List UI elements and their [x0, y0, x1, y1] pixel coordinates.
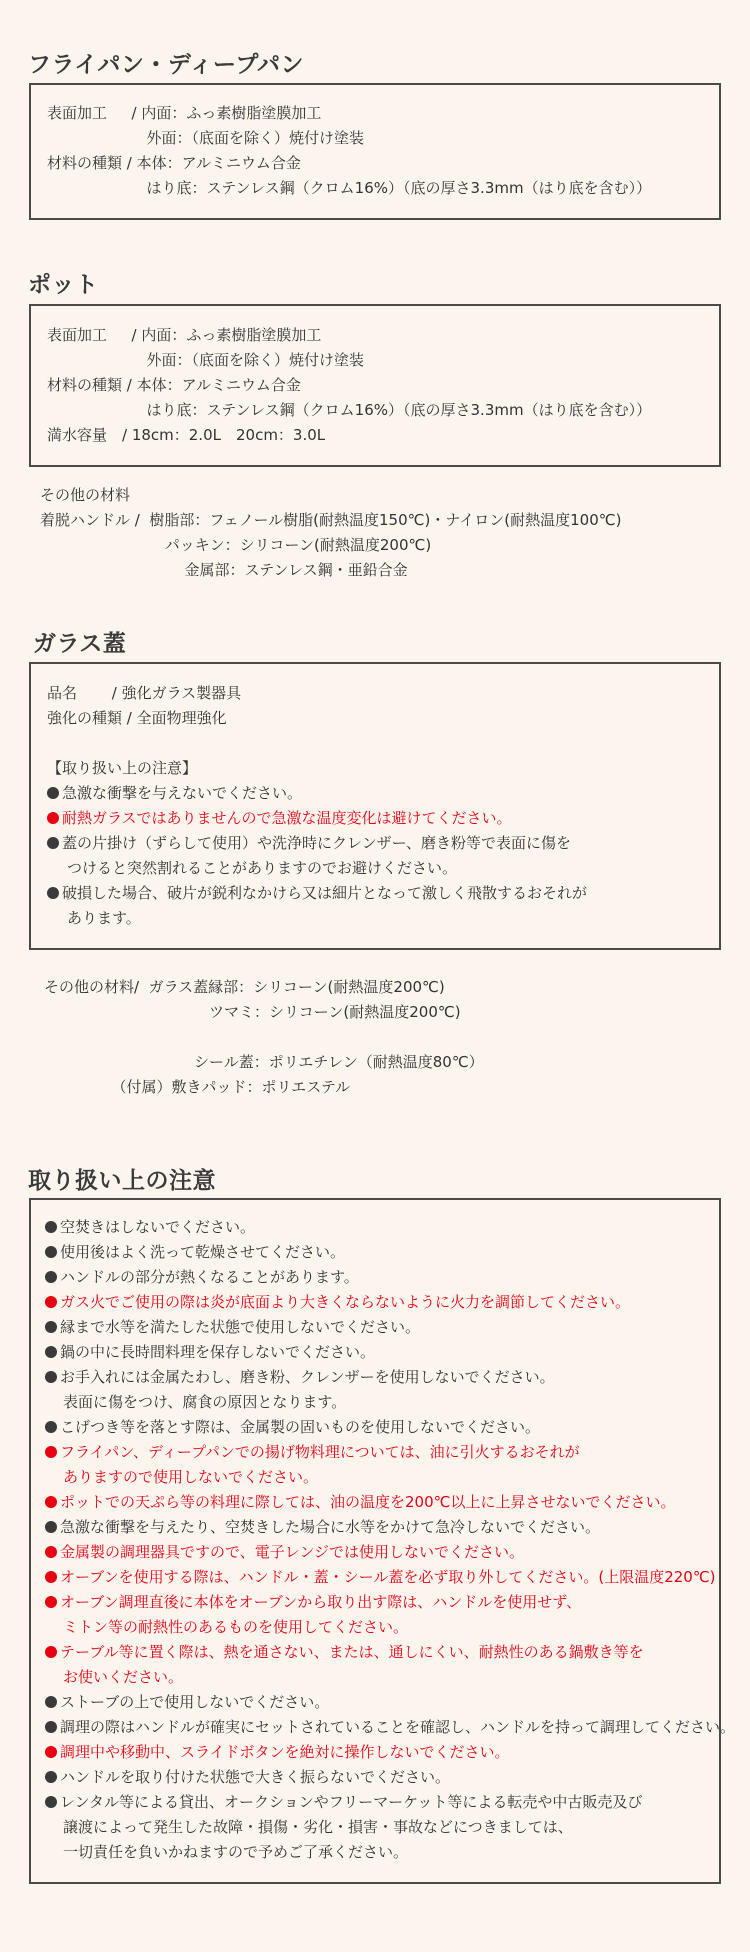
- note-item: [47, 781, 302, 806]
- care-item-text: ガス火でご使用の際は炎が底面より大きくならないように火力を調節してください。: [60, 1293, 631, 1311]
- care-item-continuation: お使いください。: [63, 1668, 184, 1686]
- note-continuation: あります。: [67, 909, 141, 927]
- glass-lid-spec-box: [29, 662, 721, 950]
- care-item-text: 金属製の調理器具ですので、電子レンジでは使用しないでください。: [60, 1543, 524, 1561]
- bullet-icon: [45, 1371, 57, 1383]
- care-item-warning: [45, 1490, 675, 1515]
- spec-line: 強化の種類 / 全面物理強化: [47, 709, 227, 727]
- care-item-warning: [45, 1565, 716, 1590]
- care-item: [45, 1265, 359, 1290]
- care-item-text: レンタル等による貸出、オークションやフリーマーケット等による転売や中古販売及び: [60, 1793, 643, 1811]
- care-item-continuation: 一切責任を負いかねますので予めご了承ください。: [63, 1843, 409, 1861]
- section-title-glass-lid: ガラス蓋: [33, 631, 127, 657]
- care-item-text: 調理中や移動中、スライドボタンを絶対に操作しないでください。: [60, 1743, 510, 1761]
- spec-line: 品名 / 強化ガラス製器具: [47, 684, 242, 702]
- care-item-continuation: 譲渡によって発生した故障・損傷・劣化・損害・事故などにつきましては、: [63, 1818, 573, 1836]
- care-item-continuation: ありますので使用しないでください。: [63, 1468, 319, 1486]
- bullet-icon: [47, 887, 59, 899]
- bullet-icon: [45, 1596, 57, 1608]
- note-text: 蓋の片掛け（ずらして使用）や洗浄時にクレンザー、磨き粉等で表面に傷を: [62, 834, 572, 852]
- care-item-text: オーブン調理直後に本体をオーブンから取り出す際は、ハンドルを使用せず、: [60, 1593, 582, 1611]
- bullet-icon: [45, 1321, 57, 1333]
- care-item-continuation: ミトン等の耐熱性のあるものを使用してください。: [63, 1618, 409, 1636]
- care-item-text: ポットでの天ぷら等の料理に際しては、油の温度を200℃以上に上昇させないでください。: [60, 1493, 676, 1511]
- bullet-icon: [45, 1771, 57, 1783]
- bullet-icon: [47, 812, 59, 824]
- care-item-text: 鍋の中に長時間料理を保存しないでください。: [60, 1343, 376, 1361]
- care-item-warning: [45, 1740, 510, 1765]
- bullet-icon: [45, 1746, 57, 1758]
- note-continuation: つけると突然割れることがありますのでお避けください。: [67, 859, 458, 877]
- care-item-warning: [45, 1290, 630, 1315]
- spec-line: 表面加工 / 内面：ふっ素樹脂塗膜加工: [47, 104, 322, 122]
- bullet-icon: [45, 1546, 57, 1558]
- care-item-warning: [45, 1540, 524, 1565]
- care-item: [45, 1340, 375, 1365]
- spec-line: はり底：ステンレス鋼（クロム16%）（底の厚さ3.3mm（はり底を含む））: [47, 401, 652, 419]
- care-item-continuation: 表面に傷をつけ、腐食の原因となります。: [63, 1393, 347, 1411]
- bullet-icon: [45, 1796, 57, 1808]
- care-item: [45, 1365, 555, 1390]
- care-item: [45, 1715, 735, 1740]
- bullet-icon: [47, 837, 59, 849]
- care-item: [45, 1215, 255, 1240]
- spec-line: はり底：ステンレス鋼（クロム16%）（底の厚さ3.3mm（はり底を含む））: [47, 179, 652, 197]
- care-notes-box: [29, 1198, 736, 1884]
- care-item: [45, 1690, 329, 1715]
- care-item-warning: [45, 1590, 581, 1615]
- note-item: [47, 831, 571, 856]
- care-item-text: 調理の際はハンドルが確実にセットされていることを確認し、ハンドルを持って調理してください。: [60, 1718, 736, 1736]
- frypan-spec-box: [29, 83, 721, 220]
- care-item-text: ストーブの上で使用しないでください。: [60, 1693, 330, 1711]
- note-item-warning: [47, 806, 512, 831]
- care-item: [45, 1240, 345, 1265]
- bullet-icon: [45, 1446, 57, 1458]
- spec-line: 材料の種類 / 本体：アルミニウム合金: [47, 376, 301, 394]
- bullet-icon: [45, 1221, 57, 1233]
- care-item: [45, 1790, 642, 1815]
- bullet-icon: [45, 1421, 57, 1433]
- spec-line: 外面：（底面を除く）焼付け塗装: [47, 129, 365, 147]
- care-item-text: 縁まで水等を満たした状態で使用しないでください。: [60, 1318, 421, 1336]
- glass-other-material-line: （付属）敷きパッド：ポリエステル: [44, 1078, 351, 1096]
- care-item: [45, 1315, 420, 1340]
- care-item-text: 空焚きはしないでください。: [60, 1218, 256, 1236]
- care-item-text: お手入れには金属たわし、磨き粉、クレンザーを使用しないでください。: [60, 1368, 555, 1386]
- note-text: 急激な衝撃を与えないでください。: [62, 784, 303, 802]
- pot-other-material-line: 金属部：ステンレス鋼・亜鉛合金: [40, 561, 408, 579]
- care-item-text: 急激な衝撃を与えたり、空焚きした場合に水等をかけて急冷しないでください。: [60, 1518, 601, 1536]
- bullet-icon: [45, 1521, 57, 1533]
- care-item-text: テーブル等に置く際は、熱を通さない、または、通しにくい、耐熱性のある鍋敷き等を: [60, 1643, 644, 1661]
- bullet-icon: [47, 787, 59, 799]
- care-item-text: 使用後はよく洗って乾燥させてください。: [60, 1243, 346, 1261]
- care-item-warning: [45, 1640, 644, 1665]
- pot-spec-box: [29, 304, 721, 467]
- section-title-pot: ポット: [28, 272, 99, 298]
- bullet-icon: [45, 1696, 57, 1708]
- bullet-icon: [45, 1296, 57, 1308]
- bullet-icon: [45, 1721, 57, 1733]
- spec-line: 材料の種類 / 本体：アルミニウム合金: [47, 154, 301, 172]
- section-title-frypan: フライパン・ディープパン: [28, 52, 305, 78]
- care-item-text: こげつき等を落とす際は、金属製の固いものを使用しないでください。: [60, 1418, 541, 1436]
- care-item-warning: [45, 1440, 580, 1465]
- notes-title: 【取り扱い上の注意】: [47, 759, 198, 777]
- pot-other-material-line: パッキン：シリコーン(耐熱温度200℃): [40, 536, 432, 554]
- pot-other-materials-title: その他の材料: [40, 486, 131, 504]
- care-item: [45, 1765, 450, 1790]
- glass-other-material-line: シール蓋：ポリエチレン（耐熱温度80℃）: [44, 1053, 484, 1071]
- note-text: 破損した場合、破片が鋭利なかけら又は細片となって激しく飛散するおそれが: [62, 884, 588, 902]
- bullet-icon: [45, 1571, 57, 1583]
- glass-other-material-line: その他の材料/ ガラス蓋縁部：シリコーン(耐熱温度200℃): [44, 978, 445, 996]
- care-item: [45, 1415, 540, 1440]
- note-text: 耐熱ガラスではありませんので急激な温度変化は避けてください。: [62, 809, 512, 827]
- care-item-text: フライパン、ディープパンでの揚げ物料理については、油に引火するおそれが: [60, 1443, 580, 1461]
- spec-line: 外面：（底面を除く）焼付け塗装: [47, 351, 365, 369]
- glass-other-material-line: ツマミ：シリコーン(耐熱温度200℃): [44, 1003, 461, 1021]
- spec-line: 表面加工 / 内面：ふっ素樹脂塗膜加工: [47, 326, 322, 344]
- care-item: [45, 1515, 600, 1540]
- bullet-icon: [45, 1346, 57, 1358]
- bullet-icon: [45, 1246, 57, 1258]
- section-title-care: 取り扱い上の注意: [28, 1168, 216, 1194]
- note-item: [47, 881, 587, 906]
- bullet-icon: [45, 1496, 57, 1508]
- care-item-text: ハンドルを取り付けた状態で大きく振らないでください。: [60, 1768, 451, 1786]
- bullet-icon: [45, 1271, 57, 1283]
- care-item-text: ハンドルの部分が熱くなることがあります。: [60, 1268, 359, 1286]
- pot-other-material-line: 着脱ハンドル / 樹脂部：フェノール樹脂(耐熱温度150℃)・ナイロン(耐熱温度100℃): [40, 511, 622, 529]
- spec-line: 満水容量 / 18cm：2.0L 20cm：3.0L: [47, 426, 326, 444]
- bullet-icon: [45, 1646, 57, 1658]
- care-item-text: オーブンを使用する際は、ハンドル・蓋・シール蓋を必ず取り外してください。(上限温度220℃): [60, 1568, 716, 1586]
